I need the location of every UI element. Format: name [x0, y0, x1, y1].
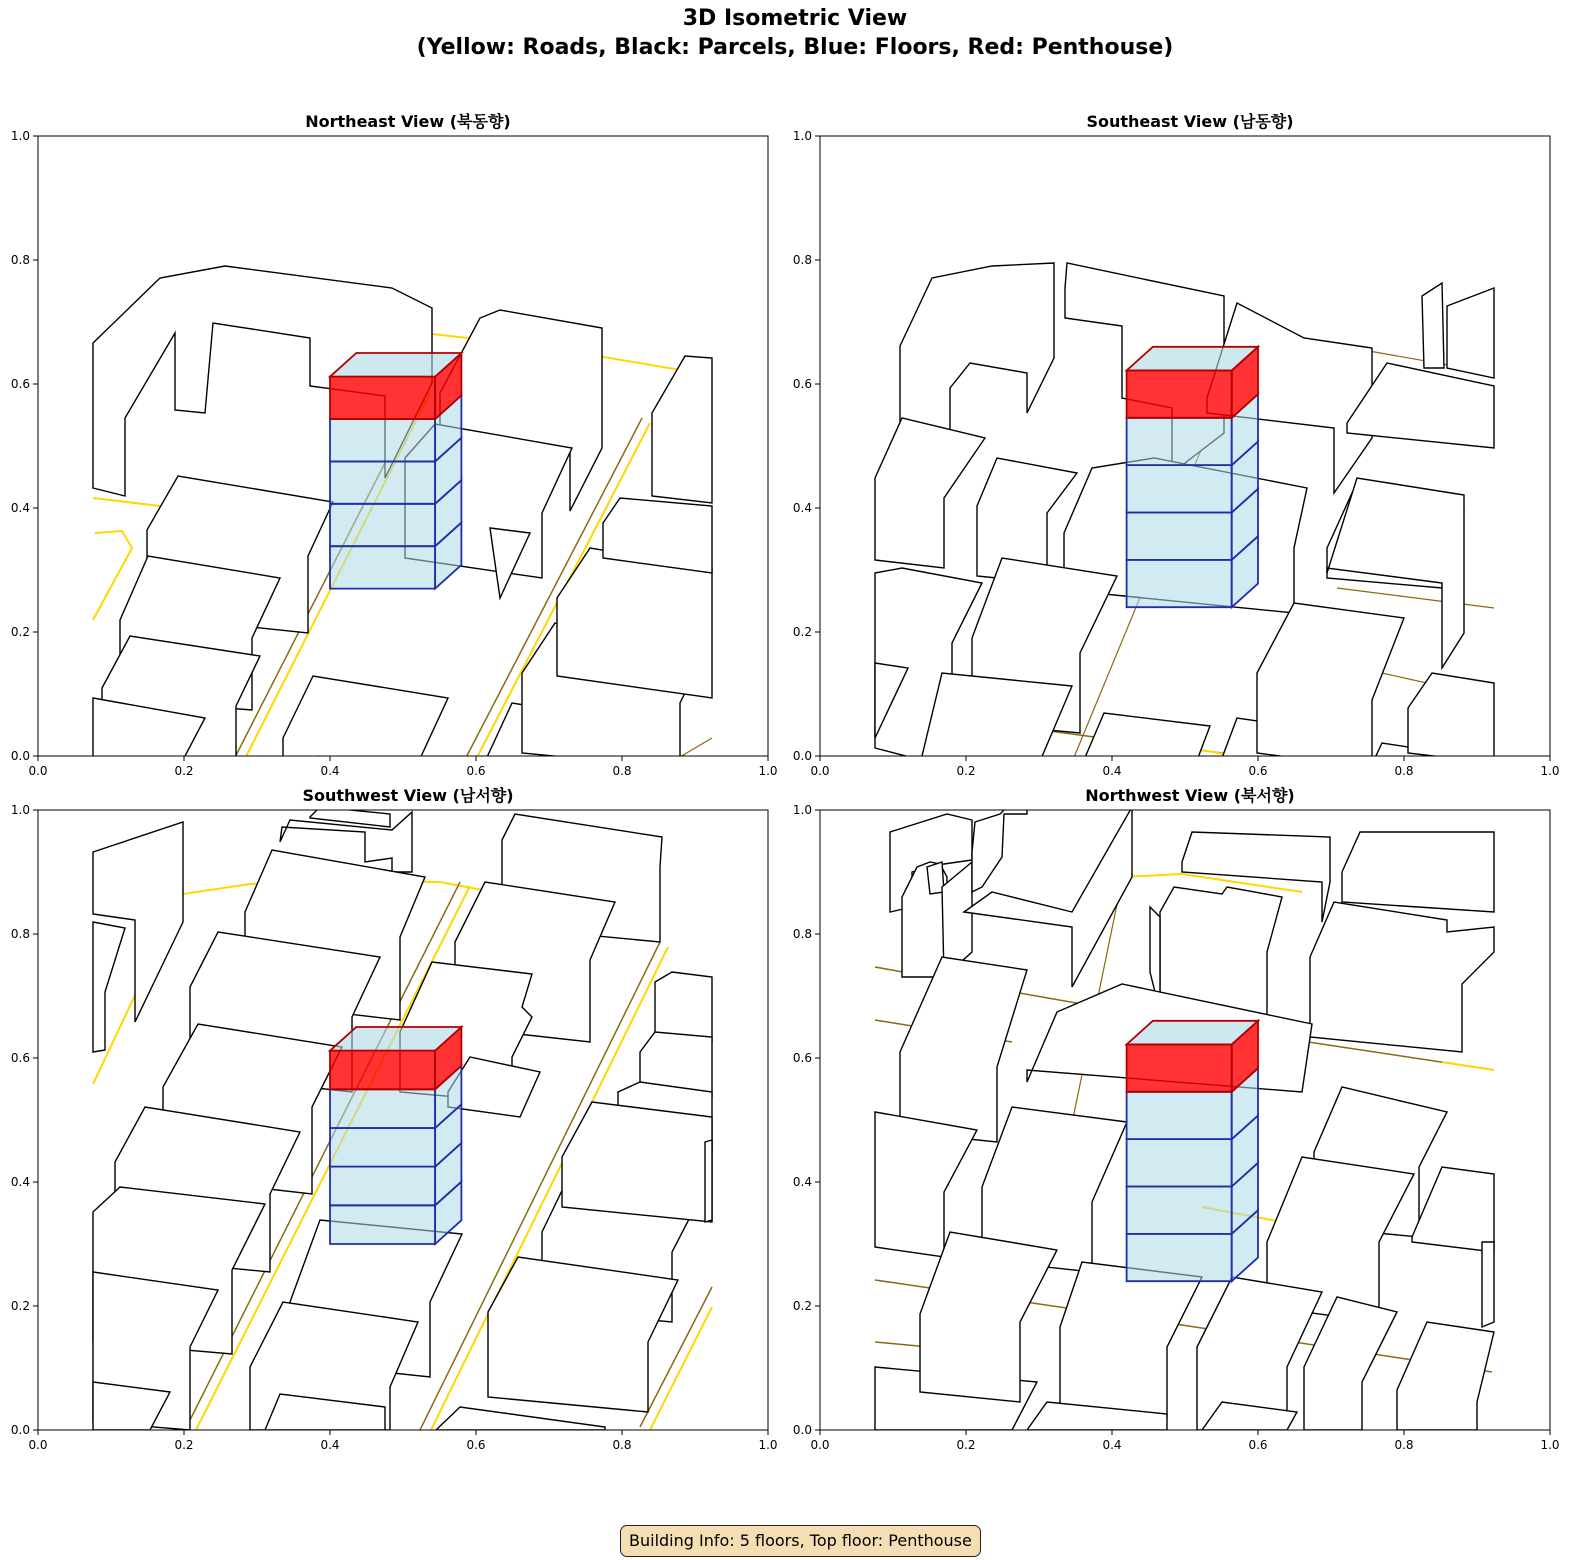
- x-tick-label: 0.6: [466, 1438, 486, 1452]
- penthouse-level-front: [330, 1051, 435, 1090]
- x-tick-label: 0.4: [1102, 764, 1122, 778]
- y-tick-label: 0.2: [792, 1299, 812, 1313]
- y-tick-label: 1.0: [792, 803, 812, 817]
- floor-level-front: [330, 1205, 435, 1244]
- parcel: [900, 957, 1027, 1142]
- x-tick-label: 0.2: [174, 1438, 194, 1452]
- target-building-southeast: [1127, 347, 1258, 607]
- figure-title: [0, 4, 1590, 62]
- y-tick-label: 0.0: [792, 749, 812, 763]
- y-tick-label: 0.8: [10, 927, 30, 941]
- road: [1337, 588, 1494, 608]
- parcel: [93, 922, 125, 1052]
- y-tick-label: 0.0: [10, 749, 30, 763]
- parcel: [488, 1257, 678, 1412]
- x-tick-label: 0.2: [174, 764, 194, 778]
- floor-level-front: [1127, 1187, 1232, 1234]
- plot-southwest: [0, 802, 790, 1462]
- city-scene-southwest: [93, 807, 712, 1430]
- plot-northwest: [782, 802, 1572, 1462]
- parcel: [652, 356, 712, 503]
- y-tick-label: 1.0: [10, 803, 30, 817]
- floor-level-front: [1127, 465, 1232, 512]
- x-tick-label: 1.0: [1540, 764, 1560, 778]
- parcel: [1310, 902, 1494, 1052]
- y-tick-label: 1.0: [792, 129, 812, 143]
- target-building-southwest: [330, 1027, 461, 1244]
- floor-level-front: [1127, 1092, 1232, 1139]
- parcel: [93, 822, 183, 1022]
- panel-title-southwest: Southwest View (남서향): [302, 786, 514, 805]
- y-tick-label: 0.2: [10, 1299, 30, 1313]
- x-tick-label: 0.6: [1248, 1438, 1268, 1452]
- y-tick-label: 0.6: [792, 377, 812, 391]
- y-tick-label: 0.4: [792, 1175, 812, 1189]
- y-tick-label: 0.8: [10, 253, 30, 267]
- target-building-northeast: [330, 353, 461, 589]
- floor-level-front: [330, 546, 435, 588]
- panel-title-northeast: Northeast View (북동향): [305, 112, 511, 131]
- x-tick-label: 1.0: [758, 1438, 778, 1452]
- x-tick-label: 0.0: [28, 764, 48, 778]
- floor-level-front: [1127, 1139, 1232, 1186]
- parcel: [1408, 673, 1494, 763]
- y-tick-label: 0.8: [792, 927, 812, 941]
- penthouse-level-front: [1127, 1044, 1232, 1091]
- parcel: [1304, 1297, 1397, 1430]
- floor-level-front: [1127, 418, 1232, 465]
- floor-level-front: [330, 1089, 435, 1128]
- y-tick-label: 0.6: [10, 377, 30, 391]
- floor-level-front: [330, 1128, 435, 1167]
- plot-southeast: [782, 128, 1572, 788]
- floor-level-front: [330, 419, 435, 461]
- y-tick-label: 0.4: [792, 501, 812, 515]
- road: [1442, 1062, 1494, 1070]
- x-tick-label: 0.8: [612, 1438, 632, 1452]
- x-tick-label: 0.8: [612, 764, 632, 778]
- floor-level-front: [330, 1167, 435, 1206]
- y-tick-label: 0.6: [10, 1051, 30, 1065]
- road: [650, 1307, 712, 1430]
- y-tick-label: 0.0: [10, 1423, 30, 1437]
- x-tick-label: 1.0: [758, 764, 778, 778]
- penthouse-level-front: [330, 377, 435, 419]
- parcel: [1412, 1167, 1494, 1252]
- parcel: [436, 1407, 605, 1430]
- parcel: [1447, 288, 1494, 378]
- x-tick-label: 0.0: [810, 764, 830, 778]
- y-tick-label: 0.2: [10, 625, 30, 639]
- x-tick-label: 0.6: [1248, 764, 1268, 778]
- x-tick-label: 0.4: [1102, 1438, 1122, 1452]
- parcel: [875, 418, 985, 568]
- panel-title-northwest: Northwest View (북서향): [1085, 786, 1295, 805]
- y-tick-label: 1.0: [10, 129, 30, 143]
- y-tick-label: 0.8: [792, 253, 812, 267]
- floor-level-front: [330, 461, 435, 503]
- x-tick-label: 0.2: [956, 764, 976, 778]
- x-tick-label: 1.0: [1540, 1438, 1560, 1452]
- x-tick-label: 0.4: [320, 764, 340, 778]
- floor-level-front: [1127, 513, 1232, 560]
- target-building-northwest: [1127, 1021, 1258, 1281]
- floor-level-front: [1127, 560, 1232, 607]
- y-tick-label: 0.0: [792, 1423, 812, 1437]
- plot-northeast: [0, 128, 790, 788]
- parcel: [705, 1140, 712, 1222]
- x-tick-label: 0.8: [1394, 764, 1414, 778]
- parcel: [920, 1232, 1057, 1402]
- x-tick-label: 0.4: [320, 1438, 340, 1452]
- figure-title-line-1: 3D Isometric View: [682, 6, 908, 31]
- x-tick-label: 0.6: [466, 764, 486, 778]
- x-tick-label: 0.0: [810, 1438, 830, 1452]
- floor-level-front: [330, 504, 435, 546]
- x-tick-label: 0.0: [28, 1438, 48, 1452]
- floor-level-front: [1127, 1234, 1232, 1281]
- parcel: [1482, 1242, 1494, 1327]
- y-tick-label: 0.2: [792, 625, 812, 639]
- y-tick-label: 0.6: [792, 1051, 812, 1065]
- parcel: [1060, 1262, 1202, 1417]
- parcel: [972, 807, 1027, 892]
- y-tick-label: 0.4: [10, 1175, 30, 1189]
- y-tick-label: 0.4: [10, 501, 30, 515]
- city-scene-northwest: [875, 807, 1494, 1430]
- penthouse-level-front: [1127, 370, 1232, 417]
- parcel: [1397, 1322, 1494, 1430]
- parcel: [1422, 283, 1444, 368]
- parcel: [562, 1102, 712, 1222]
- x-tick-label: 0.8: [1394, 1438, 1414, 1452]
- parcel: [655, 972, 712, 1042]
- parcel: [1342, 832, 1494, 912]
- panel-title-southeast: Southeast View (남동향): [1086, 112, 1294, 131]
- x-tick-label: 0.2: [956, 1438, 976, 1452]
- building-info-box: Building Info: 5 floors, Top floor: Penthouse: [620, 1525, 981, 1557]
- figure-title-line-2: (Yellow: Roads, Black: Parcels, Blue: Floors, Red: Penthouse): [416, 35, 1174, 60]
